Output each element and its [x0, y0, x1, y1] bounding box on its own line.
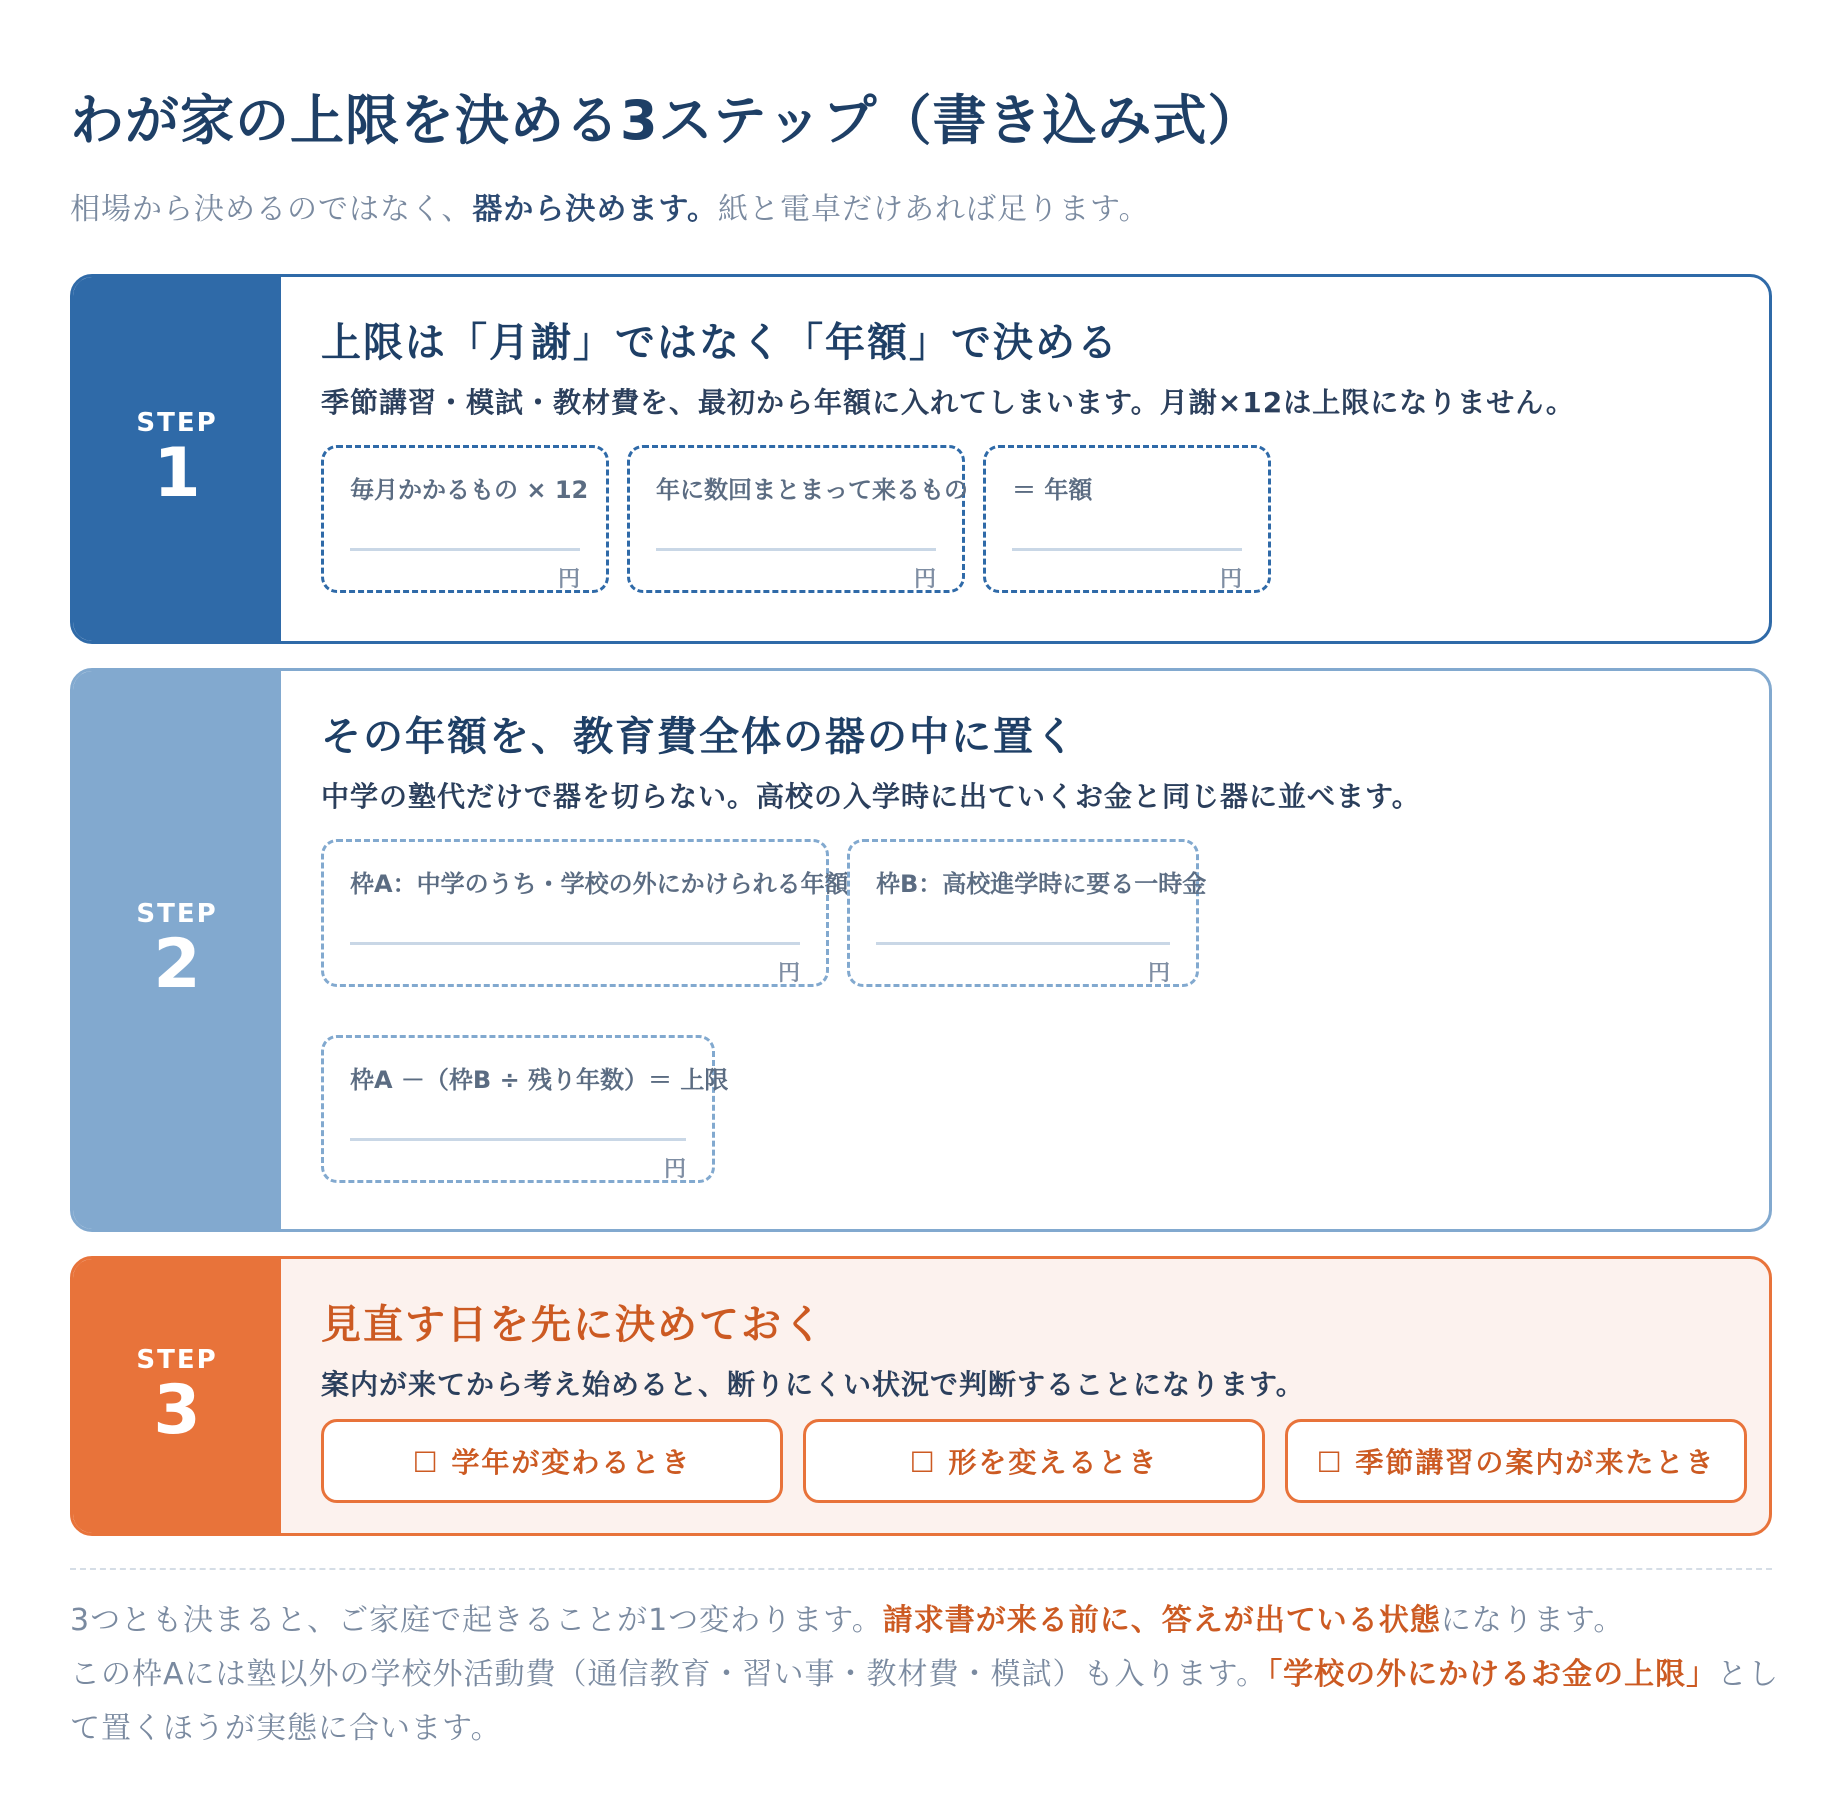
frame-a-field[interactable] — [321, 839, 849, 987]
step-3-description: 案内が来てから考え始めると、断りにくい状況で判断することになります。 — [321, 1368, 1305, 1401]
upper-limit-formula-field[interactable] — [321, 1035, 729, 1183]
write-in-line[interactable] — [350, 1138, 686, 1141]
write-in-line[interactable] — [350, 942, 800, 945]
field-label: ＝ 年額 — [1012, 476, 1093, 504]
field-label: 枠A －（枠B ÷ 残り年数）＝ 上限 — [350, 1066, 729, 1094]
subtitle-post: 紙と電卓だけあれば足ります。 — [718, 192, 1150, 227]
footer-line2-post: として置くほうが実態に合います。 — [70, 1657, 1780, 1746]
write-in-line[interactable] — [876, 942, 1170, 945]
field-label: 枠A：中学のうち・学校の外にかけられる年額 — [350, 870, 849, 898]
yen-unit: 円 — [913, 567, 936, 592]
monthly-times-12-field[interactable] — [321, 445, 609, 593]
step-1-card — [70, 274, 1772, 644]
step-3-number: 3 — [153, 1371, 201, 1451]
footer-divider — [70, 1568, 1772, 1570]
write-in-line[interactable] — [1012, 548, 1242, 551]
step-1-number: 1 — [153, 434, 201, 514]
step-2-description: 中学の塾代だけで器を切らない。高校の入学時に出ていくお金と同じ器に並べます。 — [321, 780, 1421, 813]
step-3-rail — [73, 1259, 281, 1533]
step-2-heading: その年額を、教育費全体の器の中に置く — [321, 714, 1077, 760]
step-2-rail — [73, 671, 281, 1229]
yen-unit: 円 — [557, 567, 580, 592]
page-subtitle — [70, 184, 1150, 228]
yen-unit: 円 — [777, 961, 800, 986]
step-1-description: 季節講習・模試・教材費を、最初から年額に入れてしまいます。月謝×12は上限になりません。 — [321, 386, 1575, 419]
step-3-card — [70, 1256, 1772, 1536]
step-2-label: STEP — [136, 899, 218, 930]
yen-unit: 円 — [1219, 567, 1242, 592]
step-1-body — [281, 277, 1769, 641]
footer-line1-post: になります。 — [1440, 1603, 1625, 1638]
footer-line2-pre: この枠Aには塾以外の学校外活動費（通信教育・習い事・教材費・模試）も入ります。 — [70, 1657, 1268, 1692]
field-label: 枠B：高校進学時に要る一時金 — [876, 870, 1207, 898]
footer-line1-bold: 請求書が来る前に、答えが出ている状態 — [882, 1603, 1441, 1638]
field-label: 毎月かかるもの × 12 — [350, 476, 589, 504]
checkbox-grade-change[interactable]: ☐ 学年が変わるとき — [321, 1419, 783, 1503]
field-label: 年に数回まとまって来るもの — [656, 476, 968, 504]
periodic-costs-field[interactable] — [627, 445, 968, 593]
checkbox-seasonal-course-notice[interactable]: ☐ 季節講習の案内が来たとき — [1285, 1419, 1747, 1503]
step-1-rail — [73, 277, 281, 641]
write-in-line[interactable] — [350, 548, 580, 551]
step-2-card — [70, 668, 1772, 1232]
step-1-label: STEP — [136, 408, 218, 439]
step-2-body — [281, 671, 1769, 1229]
footer-line2-bold: 「学校の外にかけるお金の上限」 — [1267, 1657, 1718, 1692]
checkbox-format-change[interactable]: ☐ 形を変えるとき — [803, 1419, 1265, 1503]
subtitle-bold: 器から決めます。 — [472, 192, 719, 227]
footer-line1-pre: 3つとも決まると、ご家庭で起きることが1つ変わります。 — [70, 1603, 883, 1638]
subtitle-pre: 相場から決めるのではなく、 — [70, 192, 473, 227]
step-1-heading: 上限は「月謝」ではなく「年額」で決める — [321, 320, 1119, 366]
step-2-number: 2 — [153, 925, 201, 1005]
yen-unit: 円 — [663, 1157, 686, 1182]
footer-note — [70, 1594, 1780, 1756]
frame-b-field[interactable] — [847, 839, 1207, 987]
write-in-line[interactable] — [656, 548, 936, 551]
annual-total-field[interactable] — [983, 445, 1271, 593]
step-3-body — [281, 1259, 1769, 1533]
page-title: わが家の上限を決める3ステップ（書き込み式） — [70, 89, 1263, 152]
yen-unit: 円 — [1147, 961, 1170, 986]
step-3-heading: 見直す日を先に決めておく — [321, 1302, 825, 1348]
step-3-label: STEP — [136, 1345, 218, 1376]
